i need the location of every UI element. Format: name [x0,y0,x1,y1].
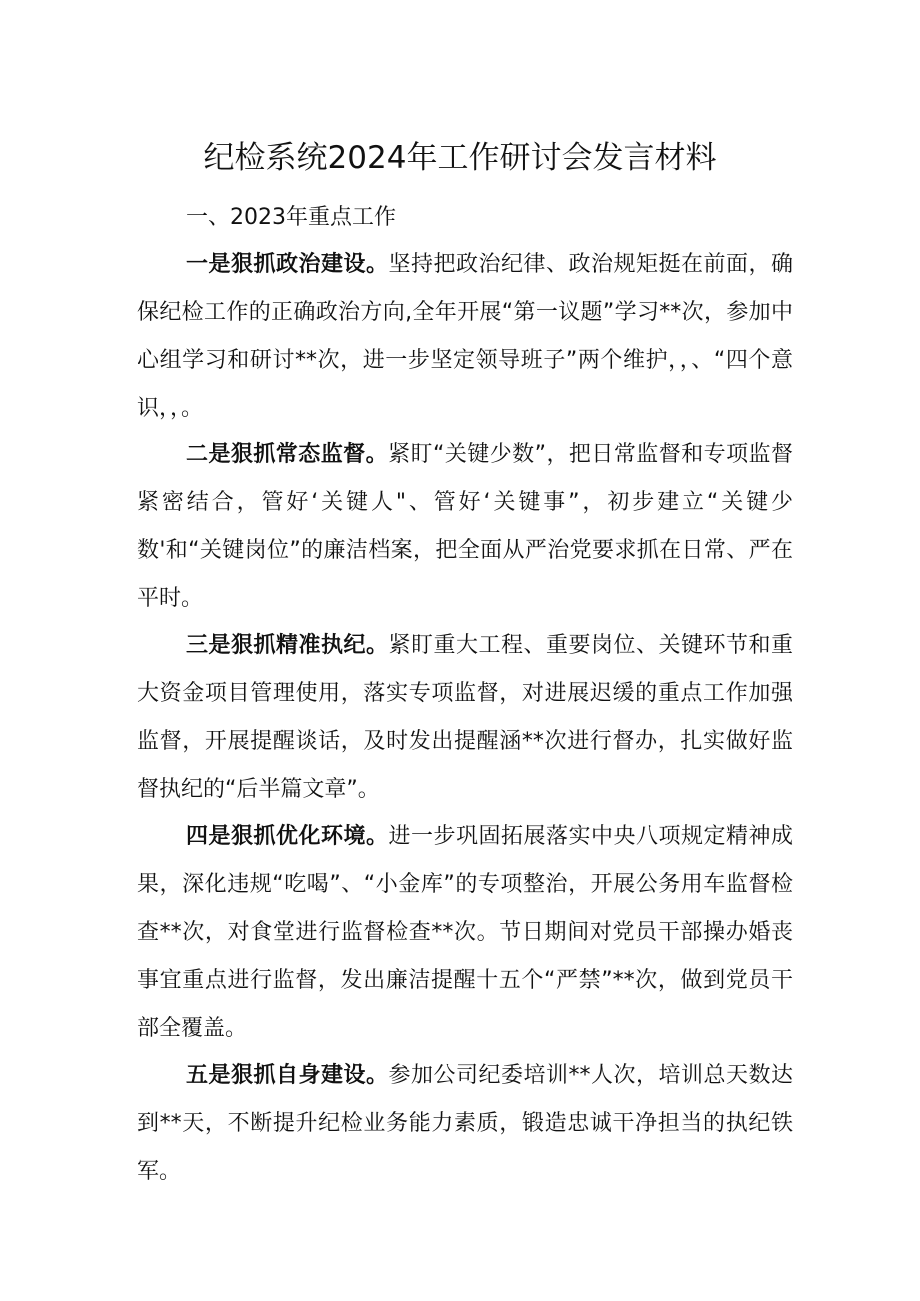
paragraph-lead: 一是狠抓政治建设。 [186,252,389,277]
paragraph-political-construction [137,241,793,433]
section-heading: 一、2023年重点工作 [186,205,396,230]
paragraph-lead: 三是狠抓精准执纪。 [186,633,389,658]
paragraph-body: 坚持把政治纪律、政治规矩挺在前面，确保纪检工作的正确政治方向,全年开展“第一议题”学习**次，参加中心组学习和研讨**次，进一步坚定领导班子”两个维护，，、“四个意识，，。 [137,252,793,421]
paragraph-self-construction [137,1052,793,1196]
paragraph-body: 紧盯“关键少数”，把日常监督和专项监督紧密结合，管好‘关键人"、管好‘关键事”，初步建立“关键少数'和“关键岗位”的廉洁档案，把全面从严治党要求抓在日常、严在平时。 [137,442,793,611]
paragraph-body: 进一步巩固拓展落实中央八项规定精神成果，深化违规“吃喝”、“小金库”的专项整治，开展公务用车监督检查**次，对食堂进行监督检查**次。节日期间对党员干部操办婚丧事宜重点进行监督，发出廉洁提醒十五个“严禁”**次，做到党员干部全覆盖。 [137,824,793,1041]
document-title: 纪检系统2024年工作研讨会发言材料 [203,140,717,176]
paragraph-lead: 五是狠抓自身建设。 [186,1063,389,1088]
paragraph-body: 参加公司纪委培训**人次，培训总天数达到**天，不断提升纪检业务能力素质，锻造忠诚干净担当的执纪铁军。 [137,1063,793,1184]
paragraph-body: 紧盯重大工程、重要岗位、关键环节和重大资金项目管理使用，落实专项监督，对进展迟缓的重点工作加强监督，开展提醒谈话，及时发出提醒涵**次进行督办，扎实做好监督执纪的“后半篇文章”。 [137,633,793,802]
paragraph-routine-supervision [137,431,793,623]
paragraph-lead: 二是狠抓常态监督。 [186,442,389,467]
paragraph-precise-discipline [137,622,793,814]
paragraph-optimize-environment [137,813,793,1053]
paragraph-lead: 四是狠抓优化环境。 [186,824,389,849]
